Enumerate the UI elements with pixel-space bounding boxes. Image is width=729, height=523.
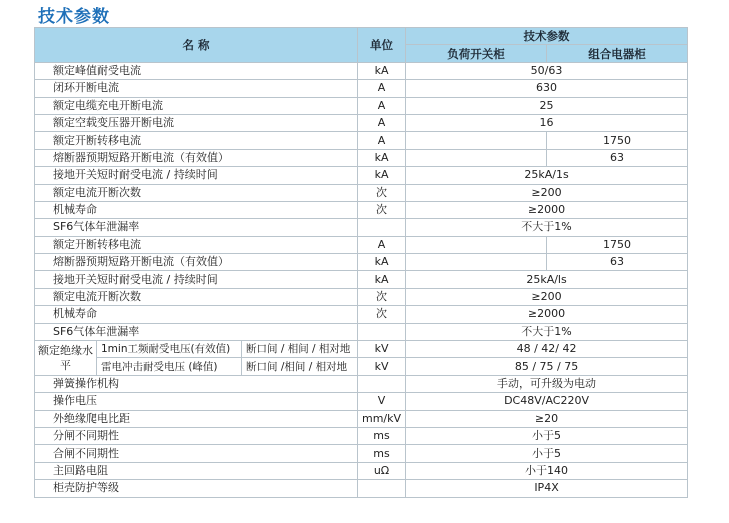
- row-name: 分闸不同期性: [35, 427, 358, 444]
- row-name: 额定电缆充电开断电流: [35, 97, 358, 114]
- insulation-gap: 断口间 / 相间 / 相对地: [242, 341, 358, 358]
- row-value: ≥2000: [406, 201, 688, 218]
- table-row: [35, 184, 688, 201]
- table-row: [35, 480, 688, 497]
- row-value: 小于5: [406, 427, 688, 444]
- row-name: 接地开关短时耐受电流 / 持续时间: [35, 167, 358, 184]
- row-value-b: 1750: [547, 236, 688, 253]
- row-unit: V: [358, 393, 406, 410]
- row-value: ≥200: [406, 184, 688, 201]
- header-name: 名 称: [35, 28, 358, 63]
- table-row: [35, 410, 688, 427]
- row-unit: A: [358, 132, 406, 149]
- table-row: [35, 288, 688, 305]
- insulation-label: 额定绝缘水平: [35, 341, 97, 376]
- table-row: [35, 167, 688, 184]
- row-unit: kA: [358, 254, 406, 271]
- row-unit: kV: [358, 341, 406, 358]
- row-value: 25kA/ls: [406, 271, 688, 288]
- row-value-b: 63: [547, 149, 688, 166]
- table-row: [35, 427, 688, 444]
- row-value-b: 63: [547, 254, 688, 271]
- table-row: [35, 271, 688, 288]
- table-row: [35, 393, 688, 410]
- row-unit: 次: [358, 201, 406, 218]
- row-value: 手动，可升级为电动: [406, 375, 688, 392]
- row-name: 外绝缘爬电比距: [35, 410, 358, 427]
- row-name: 额定开断转移电流: [35, 132, 358, 149]
- row-value-a: [406, 132, 547, 149]
- header-params: 技术参数: [406, 28, 688, 45]
- table-row: [35, 114, 688, 131]
- table-row: [35, 375, 688, 392]
- row-unit: [358, 375, 406, 392]
- table-row: [35, 201, 688, 218]
- row-value-a: [406, 254, 547, 271]
- row-unit: A: [358, 114, 406, 131]
- table-row: [35, 149, 688, 166]
- row-unit: kA: [358, 271, 406, 288]
- row-name: 弹簧操作机构: [35, 375, 358, 392]
- spec-table: [34, 27, 688, 498]
- row-value: 85 / 75 / 75: [406, 358, 688, 375]
- row-value: 小于5: [406, 445, 688, 462]
- row-unit: uΩ: [358, 462, 406, 479]
- row-value: 48 / 42/ 42: [406, 341, 688, 358]
- row-value: ≥2000: [406, 306, 688, 323]
- row-name: 操作电压: [35, 393, 358, 410]
- row-name: 柜壳防护等级: [35, 480, 358, 497]
- row-value: 25kA/1s: [406, 167, 688, 184]
- row-name: 额定电流开断次数: [35, 184, 358, 201]
- table-header: [35, 28, 688, 63]
- table-row: [35, 62, 688, 79]
- row-value: 630: [406, 80, 688, 97]
- row-unit: ms: [358, 445, 406, 462]
- insulation-test: 雷电冲击耐受电压 (峰值): [97, 358, 242, 375]
- row-value: DC48V/AC220V: [406, 393, 688, 410]
- row-name: SF6气体年泄漏率: [35, 323, 358, 340]
- insulation-test: 1min工频耐受电压(有效值): [97, 341, 242, 358]
- row-name: 机械寿命: [35, 306, 358, 323]
- row-unit: kA: [358, 62, 406, 79]
- row-value: 小于140: [406, 462, 688, 479]
- row-value: 50/63: [406, 62, 688, 79]
- table-row: [35, 132, 688, 149]
- row-value-a: [406, 149, 547, 166]
- row-name: 熔断器预期短路开断电流（有效值）: [35, 254, 358, 271]
- table-row: [35, 219, 688, 236]
- row-name: 额定空载变压器开断电流: [35, 114, 358, 131]
- table-row-insulation: [35, 341, 688, 358]
- header-col-b: 组合电器柜: [547, 45, 688, 62]
- row-unit: 次: [358, 184, 406, 201]
- row-value: 16: [406, 114, 688, 131]
- table-body: [35, 62, 688, 497]
- table-row: [35, 97, 688, 114]
- row-unit: ms: [358, 427, 406, 444]
- table-row-insulation: [35, 358, 688, 375]
- page-title: 技术参数: [38, 7, 110, 27]
- header-unit: 单位: [358, 28, 406, 63]
- table-row: [35, 306, 688, 323]
- row-unit: A: [358, 80, 406, 97]
- row-name: 额定开断转移电流: [35, 236, 358, 253]
- row-unit: [358, 480, 406, 497]
- table-row: [35, 445, 688, 462]
- header-col-a: 负荷开关柜: [406, 45, 547, 62]
- table-row: [35, 254, 688, 271]
- row-value: 不大于1%: [406, 323, 688, 340]
- row-unit: kA: [358, 149, 406, 166]
- row-unit: 次: [358, 288, 406, 305]
- row-name: 合闸不同期性: [35, 445, 358, 462]
- row-unit: kV: [358, 358, 406, 375]
- row-value: ≥20: [406, 410, 688, 427]
- row-unit: [358, 323, 406, 340]
- insulation-gap: 断口间 /相间 / 相对地: [242, 358, 358, 375]
- row-name: 主回路电阻: [35, 462, 358, 479]
- row-name: 闭环开断电流: [35, 80, 358, 97]
- row-name: 接地开关短时耐受电流 / 持续时间: [35, 271, 358, 288]
- row-name: SF6气体年泄漏率: [35, 219, 358, 236]
- row-value-b: 1750: [547, 132, 688, 149]
- row-value-a: [406, 236, 547, 253]
- row-value: 不大于1%: [406, 219, 688, 236]
- row-unit: mm/kV: [358, 410, 406, 427]
- row-value: IP4X: [406, 480, 688, 497]
- row-unit: A: [358, 97, 406, 114]
- row-name: 额定峰值耐受电流: [35, 62, 358, 79]
- table-row: [35, 323, 688, 340]
- row-unit: A: [358, 236, 406, 253]
- row-value: 25: [406, 97, 688, 114]
- row-name: 机械寿命: [35, 201, 358, 218]
- table-row: [35, 80, 688, 97]
- table-row: [35, 236, 688, 253]
- row-value: ≥200: [406, 288, 688, 305]
- row-name: 额定电流开断次数: [35, 288, 358, 305]
- row-unit: [358, 219, 406, 236]
- row-unit: kA: [358, 167, 406, 184]
- table-row: [35, 462, 688, 479]
- row-unit: 次: [358, 306, 406, 323]
- row-name: 熔断器预期短路开断电流（有效值）: [35, 149, 358, 166]
